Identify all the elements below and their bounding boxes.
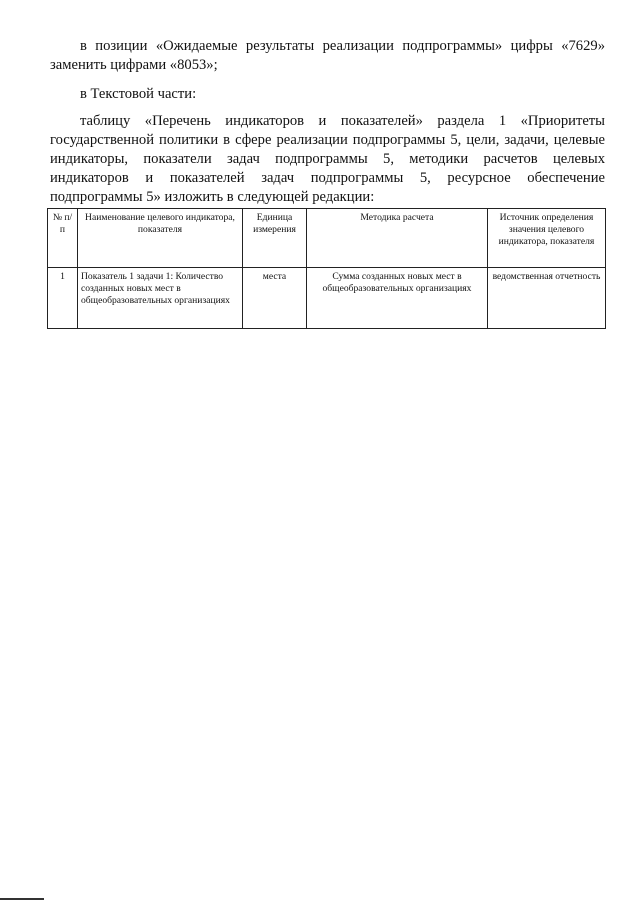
cell-source: ведомственная отчетность: [488, 268, 606, 329]
cell-unit: места: [243, 268, 307, 329]
header-number: № п/п: [48, 209, 78, 268]
bottom-divider: [0, 898, 44, 900]
paragraph-table-instruction: таблицу «Перечень индикаторов и показателей» раздела 1 «Приоритеты государственной политики в сфере реализации подпрограммы 5, цели, задачи, целевые индикаторы, показатели задач подпрограммы 5, методики расчетов целевых индикаторов и показателей задач подпрограммы 5, ресурсное обеспечение подпрограммы 5» изложить в следующей редакции:: [50, 113, 605, 205]
cell-indicator-name: Показатель 1 задачи 1: Количество созданных новых мест в общеобразовательных организациях: [78, 268, 243, 329]
paragraph-expected-results: в позиции «Ожидаемые результаты реализации подпрограммы» цифры «7629» заменить цифрами «8053»;: [50, 38, 605, 73]
paragraph-text-part: в Текстовой части:: [80, 86, 197, 102]
header-method: Методика расчета: [307, 209, 488, 268]
table-header-row: [48, 209, 606, 268]
indicators-table: [47, 208, 606, 329]
table-row: [48, 268, 606, 329]
header-source: Источник определения значения целевого индикатора, показателя: [488, 209, 606, 268]
header-unit: Единица измерения: [243, 209, 307, 268]
header-indicator-name: Наименование целевого индикатора, показателя: [78, 209, 243, 268]
cell-number: 1: [48, 268, 78, 329]
cell-method: Сумма созданных новых мест в общеобразовательных организациях: [307, 268, 488, 329]
